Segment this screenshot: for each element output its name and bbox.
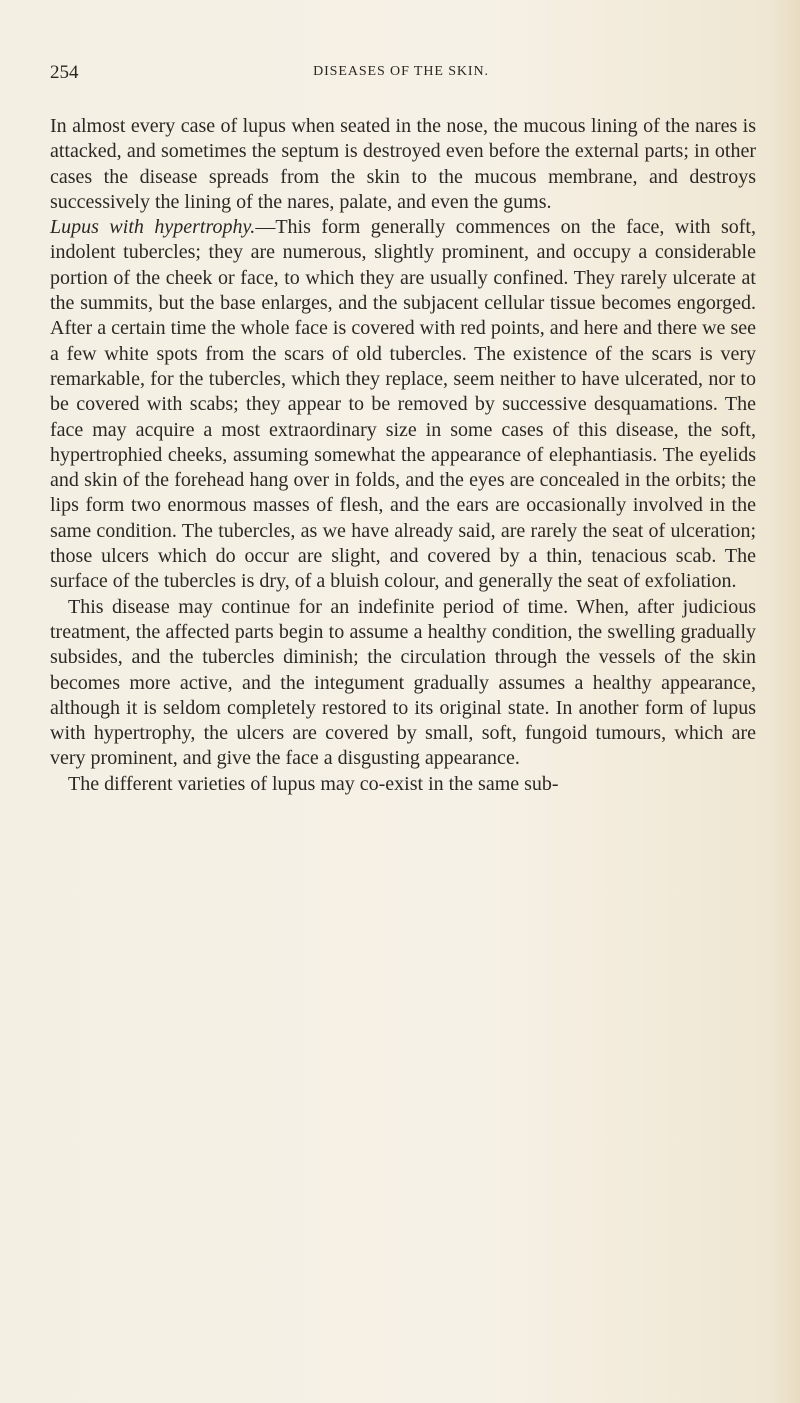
running-head: DISEASES OF THE SKIN. — [313, 64, 489, 79]
body-text — [50, 114, 756, 797]
paragraph-4 — [50, 772, 756, 797]
paragraph-1-text: In almost every case of lupus when seated in the nose, the mucous lining of the nares is attacked, and sometimes the septum is destroyed even before the external parts; in other cases the disease spreads from the skin to the mucous membrane, and destroys successively the lining of the nares, palate, and even the gums. — [50, 115, 756, 213]
paragraph-2 — [50, 215, 756, 594]
page-header — [50, 62, 752, 92]
paragraph-3 — [50, 595, 756, 772]
paragraph-2-text: —This form generally commences on the face, with soft, indolent tubercles; they are numerous, slightly prominent, and occupy a considerable portion of the cheek or face, to which they are usually confined. They rarely ulcerate at the summits, but the base enlarges, and the subjacent cellular tissue becomes engorged. After a certain time the whole face is covered with red points, and here and there we see a few white spots from the scars of old tubercles. The existence of the scars is very remarkable, for the tubercles, which they replace, seem neither to have ulcerated, nor to be covered with scabs; they appear to be removed by successive desquamations. The face may acquire a most extraordinary size in some cases of this disease, the soft, hypertrophied cheeks, assuming somewhat the appearance of elephantiasis. The eyelids and skin of the forehead hang over in folds, and the eyes are concealed in the orbits; the lips form two enormous masses of flesh, and the ears are occasionally involved in the same condition. The tubercles, as we have already said, are rarely the seat of ulceration; those ulcers which do occur are slight, and covered by a thin, tenacious scab. The surface of the tubercles is dry, of a bluish colour, and generally the seat of exfoliation. — [50, 216, 756, 593]
paragraph-4-text: The different varieties of lupus may co-exist in the same sub- — [68, 772, 559, 795]
paragraph-3-text: This disease may continue for an indefinite period of time. When, after judicious treatment, the affected parts begin to assume a healthy condition, the swelling gradually subsides, and the tubercles diminish; the circulation through the vessels of the skin becomes more active, and the integument gradually assumes a healthy appearance, although it is seldom completely restored to its original state. In another form of lupus with hypertrophy, the ulcers are covered by small, soft, fungoid tumours, which are very prominent, and give the face a disgusting appearance. — [50, 595, 756, 770]
paragraph-1 — [50, 114, 756, 215]
section-heading: Lupus with hypertrophy. — [50, 216, 256, 239]
page-number: 254 — [50, 62, 79, 83]
